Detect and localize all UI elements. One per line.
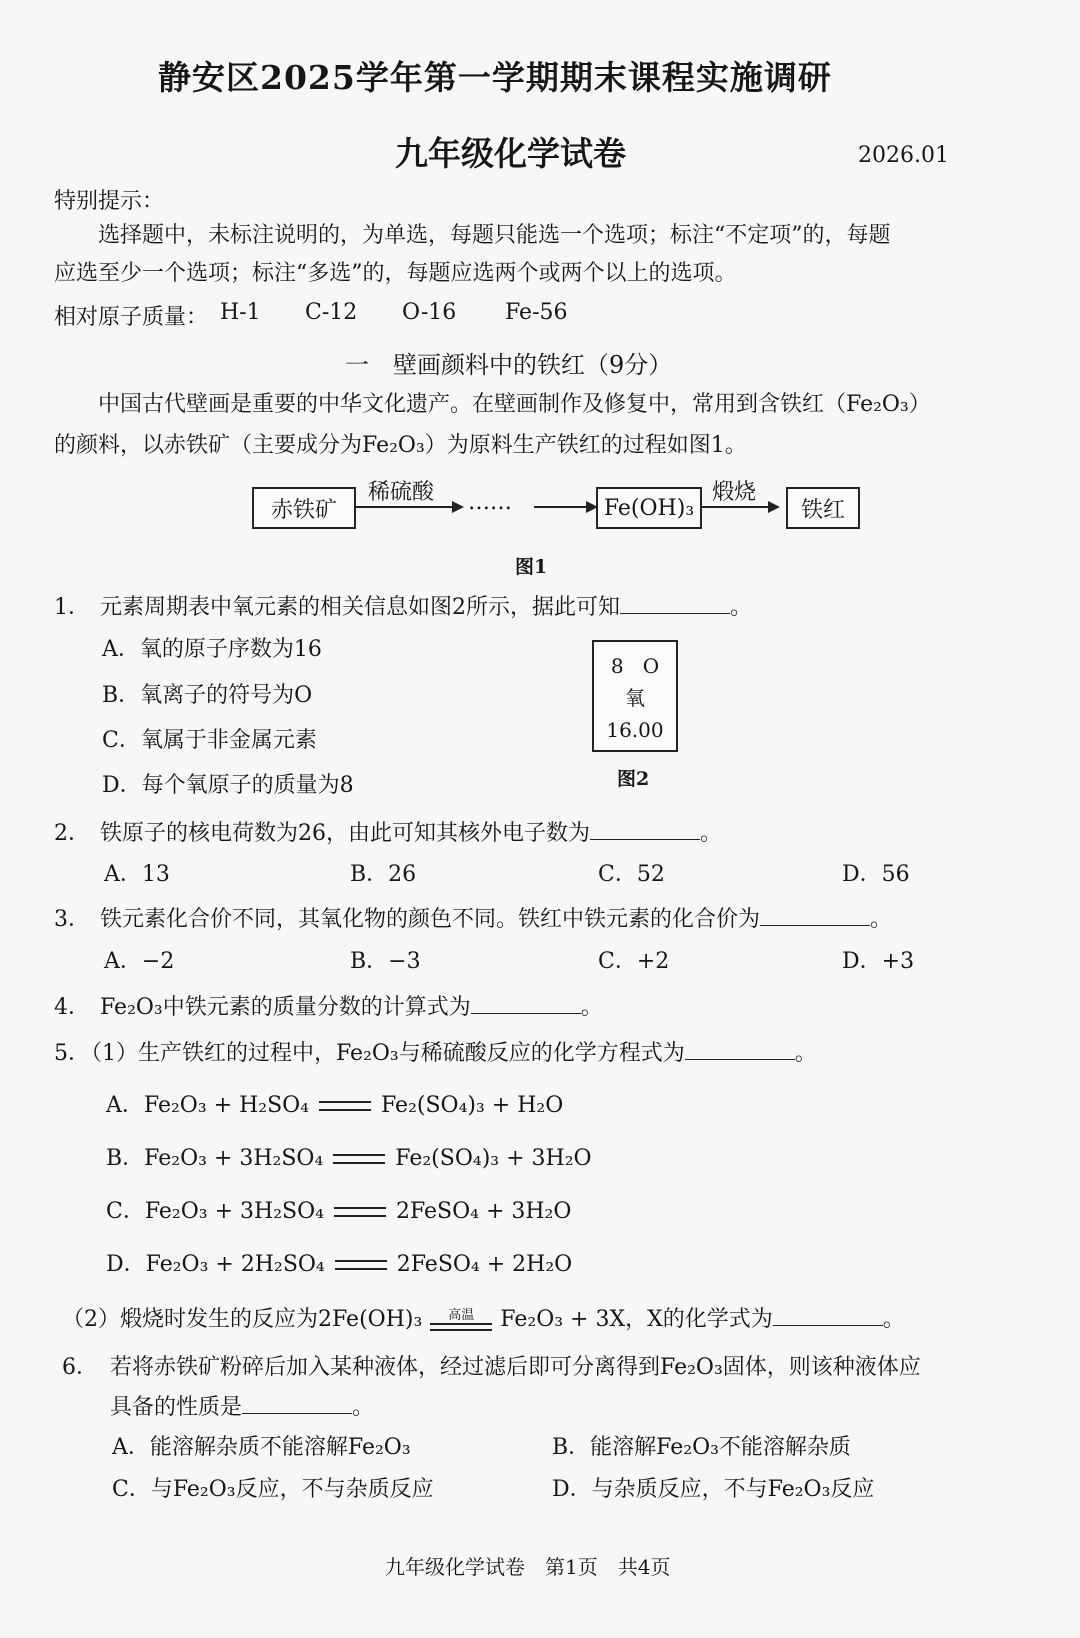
q6-stem-line-2: 具备的性质是 。 [110, 1395, 375, 1420]
q2-option-c: C．52 [598, 862, 665, 887]
flow-box-hematite: 赤铁矿 [252, 487, 356, 529]
flow-box-iron-red: 铁红 [786, 487, 860, 529]
q3-option-c: C．+2 [598, 949, 670, 974]
flow-dots: …… [468, 490, 512, 515]
q5-option-d: D．Fe₂O₃ + 2H₂SO₄ 2FeSO₄ + 2H₂O [106, 1252, 573, 1277]
figure-2-caption: 图2 [617, 768, 650, 790]
q5-part-2-answer-blank[interactable] [773, 1305, 883, 1326]
q5-part-1-answer-blank[interactable] [685, 1039, 795, 1060]
q3-option-a: A．−2 [104, 949, 175, 974]
q1-option-a: A．氧的原子序数为16 [102, 637, 322, 662]
section-title: 一 壁画颜料中的铁红（9分） [345, 351, 673, 379]
q2-answer-blank[interactable] [590, 819, 700, 840]
q4-stem: Fe₂O₃中铁元素的质量分数的计算式为 。 [100, 995, 603, 1020]
atomic-mass-o: O-16 [402, 300, 457, 325]
q1-option-c: C．氧属于非金属元素 [102, 728, 317, 753]
element-symbol: O [642, 654, 660, 678]
q2-option-d: D．56 [842, 862, 910, 887]
q6-option-a: A．能溶解杂质不能溶解Fe₂O₃ [112, 1435, 411, 1460]
q5-part-1-stem: （1）生产铁红的过程中，Fe₂O₃与稀硫酸反应的化学方程式为 。 [80, 1041, 817, 1066]
flow-box-feoh3: Fe(OH)₃ [596, 487, 702, 529]
page-subtitle: 九年级化学试卷 [395, 134, 626, 173]
q1-stem: 元素周期表中氧元素的相关信息如图2所示，据此可知 。 [100, 595, 753, 620]
q3-option-b: B．−3 [350, 949, 421, 974]
q1-answer-blank[interactable] [620, 593, 730, 614]
q6-stem-line-1: 若将赤铁矿粉碎后加入某种液体，经过滤后即可分离得到Fe₂O₃固体，则该种液体应 [110, 1355, 921, 1380]
equals-sign [319, 1101, 371, 1111]
q2-option-b: B．26 [350, 862, 417, 887]
q3-answer-blank[interactable] [760, 905, 870, 926]
equals-sign [335, 1260, 387, 1270]
q3-option-d: D．+3 [842, 949, 915, 974]
q2-number: 2． [54, 821, 90, 846]
flow-arrowhead-1 [452, 501, 464, 513]
page-footer: 九年级化学试卷 第1页 共4页 [385, 1555, 671, 1579]
q3-stem: 铁元素化合价不同，其氧化物的颜色不同。铁红中铁元素的化合价为 。 [100, 907, 893, 932]
q5-option-c: C．Fe₂O₃ + 3H₂SO₄ 2FeSO₄ + 3H₂O [106, 1199, 572, 1224]
element-name: 氧 [625, 686, 645, 710]
q6-number: 6． [62, 1355, 98, 1380]
q4-number: 4． [54, 995, 90, 1020]
q4-answer-blank[interactable] [471, 993, 581, 1014]
section-intro-1: 中国古代壁画是重要的中华文化遗产。在壁画制作及修复中，常用到含铁红（Fe₂O₃） [98, 392, 931, 417]
page-title: 静安区2025学年第一学期期末课程实施调研 [158, 58, 832, 97]
q5-option-b: B．Fe₂O₃ + 3H₂SO₄ Fe₂(SO₄)₃ + 3H₂O [106, 1146, 592, 1171]
q2-option-a: A．13 [104, 862, 170, 887]
q6-option-b: B．能溶解Fe₂O₃不能溶解杂质 [552, 1435, 851, 1460]
q6-option-d: D．与杂质反应，不与Fe₂O₃反应 [552, 1477, 875, 1502]
flow-label-calcine: 煅烧 [712, 480, 757, 505]
oxygen-element-cell [592, 640, 678, 752]
notice-line-2: 应选至少一个选项；标注“多选”的，每题应选两个或两个以上的选项。 [54, 261, 737, 286]
flow-arrow-1 [354, 506, 454, 508]
q5-number: 5． [54, 1041, 90, 1066]
flow-label-acid: 稀硫酸 [368, 480, 435, 505]
atomic-mass-fe: Fe-56 [505, 300, 568, 325]
q1-option-d: D．每个氧原子的质量为8 [102, 773, 354, 798]
notice-line-1: 选择题中，未标注说明的，为单选，每题只能选一个选项；标注“不定项”的，每题 [98, 223, 891, 248]
equals-sign [333, 1154, 385, 1164]
q1-number: 1． [54, 595, 90, 620]
figure-1-caption: 图1 [515, 556, 548, 578]
q5-part-2-stem: （2）煅烧时发生的反应为2Fe(OH)₃ 高温 Fe₂O₃ + 3X，X的化学式为 。 [62, 1307, 905, 1332]
exam-date: 2026.01 [858, 143, 949, 168]
atomic-number: 8 [610, 654, 624, 678]
flow-arrow-2 [534, 506, 588, 508]
notice-label: 特别提示： [54, 189, 165, 214]
atomic-mass-h: H-1 [220, 300, 261, 325]
atomic-mass-label: 相对原子质量： [54, 305, 209, 330]
q2-stem: 铁原子的核电荷数为26，由此可知其核外电子数为 。 [100, 821, 723, 846]
q1-option-b: B．氧离子的符号为O [102, 683, 313, 708]
element-mass: 16.00 [606, 718, 664, 742]
q6-answer-blank[interactable] [242, 1393, 352, 1414]
q5-option-a: A．Fe₂O₃ + H₂SO₄ Fe₂(SO₄)₃ + H₂O [106, 1093, 564, 1118]
q3-number: 3． [54, 907, 90, 932]
flow-arrowhead-3 [768, 501, 780, 513]
equals-sign [334, 1207, 386, 1217]
section-intro-2: 的颜料，以赤铁矿（主要成分为Fe₂O₃）为原料生产铁红的过程如图1。 [54, 433, 747, 458]
reaction-condition: 高温 [430, 1309, 492, 1331]
q6-option-c: C．与Fe₂O₃反应，不与杂质反应 [112, 1477, 434, 1502]
flow-arrow-3 [700, 506, 770, 508]
atomic-mass-c: C-12 [305, 300, 358, 325]
